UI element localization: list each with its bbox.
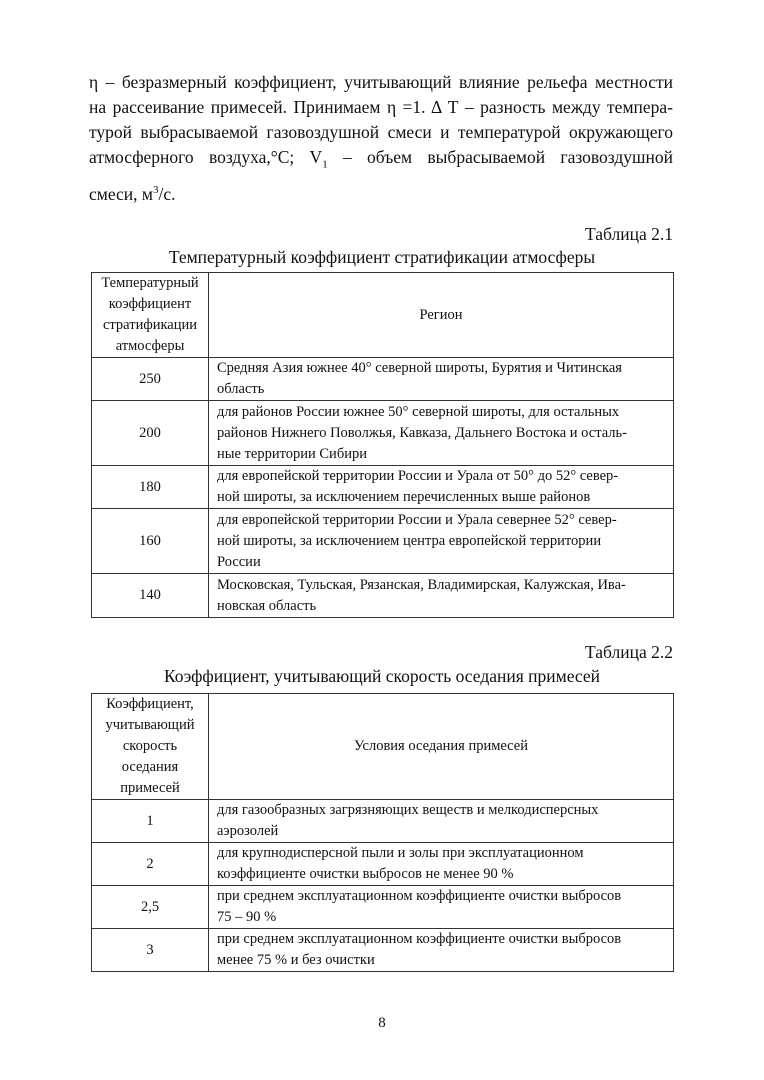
table-row xyxy=(92,509,674,574)
table-row xyxy=(92,843,674,886)
cell: при среднем эксплуатационном коэффициенте очистки выбросов 75 – 90 % xyxy=(209,886,674,929)
table-row xyxy=(92,929,674,972)
table-row xyxy=(92,886,674,929)
cell: 200 xyxy=(92,401,209,466)
table-header-row xyxy=(92,273,674,358)
table1-caption: Таблица 2.1 xyxy=(585,224,673,244)
cell: для европейской территории России и Урала севернее 52° север- ной широты, за исключением центра европейской территории России xyxy=(209,509,674,574)
table2-caption: Таблица 2.2 xyxy=(585,642,673,662)
paragraph-line: на рассеивание примесей. Принимаем η =1. Δ Т – разность между темпера- xyxy=(89,97,673,117)
paragraph-line: турой выбрасываемой газовоздушной смеси и температурой окружающего xyxy=(89,122,673,142)
cell: Средняя Азия южнее 40° северной широты, Бурятия и Читинская область xyxy=(209,358,674,401)
superscript: 3 xyxy=(153,183,159,196)
cell: для крупнодисперсной пыли и золы при эксплуатационном коэффициенте очистки выбросов не менее 90 % xyxy=(209,843,674,886)
line-text: – объем выбрасываемой газовоздушной xyxy=(327,147,673,167)
line-text: атмосферного воздуха,°С; V xyxy=(89,147,323,167)
cell: Московская, Тульская, Рязанская, Владимирская, Калужская, Ива- новская область xyxy=(209,574,674,618)
table1 xyxy=(91,272,674,618)
table-row xyxy=(92,800,674,843)
cell: 250 xyxy=(92,358,209,401)
table2-title: Коэффициент, учитывающий скорость оседания примесей xyxy=(163,666,601,686)
cell: 140 xyxy=(92,574,209,618)
subscript: 1 xyxy=(322,158,328,171)
cell: для газообразных загрязняющих веществ и мелкодисперсных аэрозолей xyxy=(209,800,674,843)
cell: 3 xyxy=(92,929,209,972)
cell: 180 xyxy=(92,466,209,509)
table-row xyxy=(92,466,674,509)
header-cell: Регион xyxy=(209,273,674,358)
page-number: 8 xyxy=(378,1015,386,1031)
table-row xyxy=(92,358,674,401)
header-cell: Температурный коэффициент стратификации атмосферы xyxy=(92,273,209,358)
table-row xyxy=(92,574,674,618)
table1-title: Температурный коэффициент стратификации атмосферы xyxy=(168,247,596,267)
body-paragraph xyxy=(89,70,673,206)
header-cell: Коэффициент, учитывающий скорость оседания примесей xyxy=(92,694,209,800)
paragraph-line xyxy=(89,145,673,178)
cell: 1 xyxy=(92,800,209,843)
cell: для районов России южнее 50° северной широты, для остальных районов Нижнего Поволжья, Кавказа, Дальнего Востока и осталь- ные территории Сибири xyxy=(209,401,674,466)
table-row xyxy=(92,401,674,466)
table2 xyxy=(91,693,674,972)
table-header-row xyxy=(92,694,674,800)
line-text: смеси, м xyxy=(89,183,154,204)
line-text: /с. xyxy=(158,183,176,204)
cell: 160 xyxy=(92,509,209,574)
header-cell: Условия оседания примесей xyxy=(209,694,674,800)
paragraph-line: η – безразмерный коэффициент, учитывающий влияние рельефа местности xyxy=(89,72,673,92)
cell: при среднем эксплуатационном коэффициенте очистки выбросов менее 75 % и без очистки xyxy=(209,929,674,972)
paragraph-line xyxy=(89,178,673,207)
cell: 2 xyxy=(92,843,209,886)
cell: 2,5 xyxy=(92,886,209,929)
cell: для европейской территории России и Урала от 50° до 52° север- ной широты, за исключением перечисленных выше районов xyxy=(209,466,674,509)
